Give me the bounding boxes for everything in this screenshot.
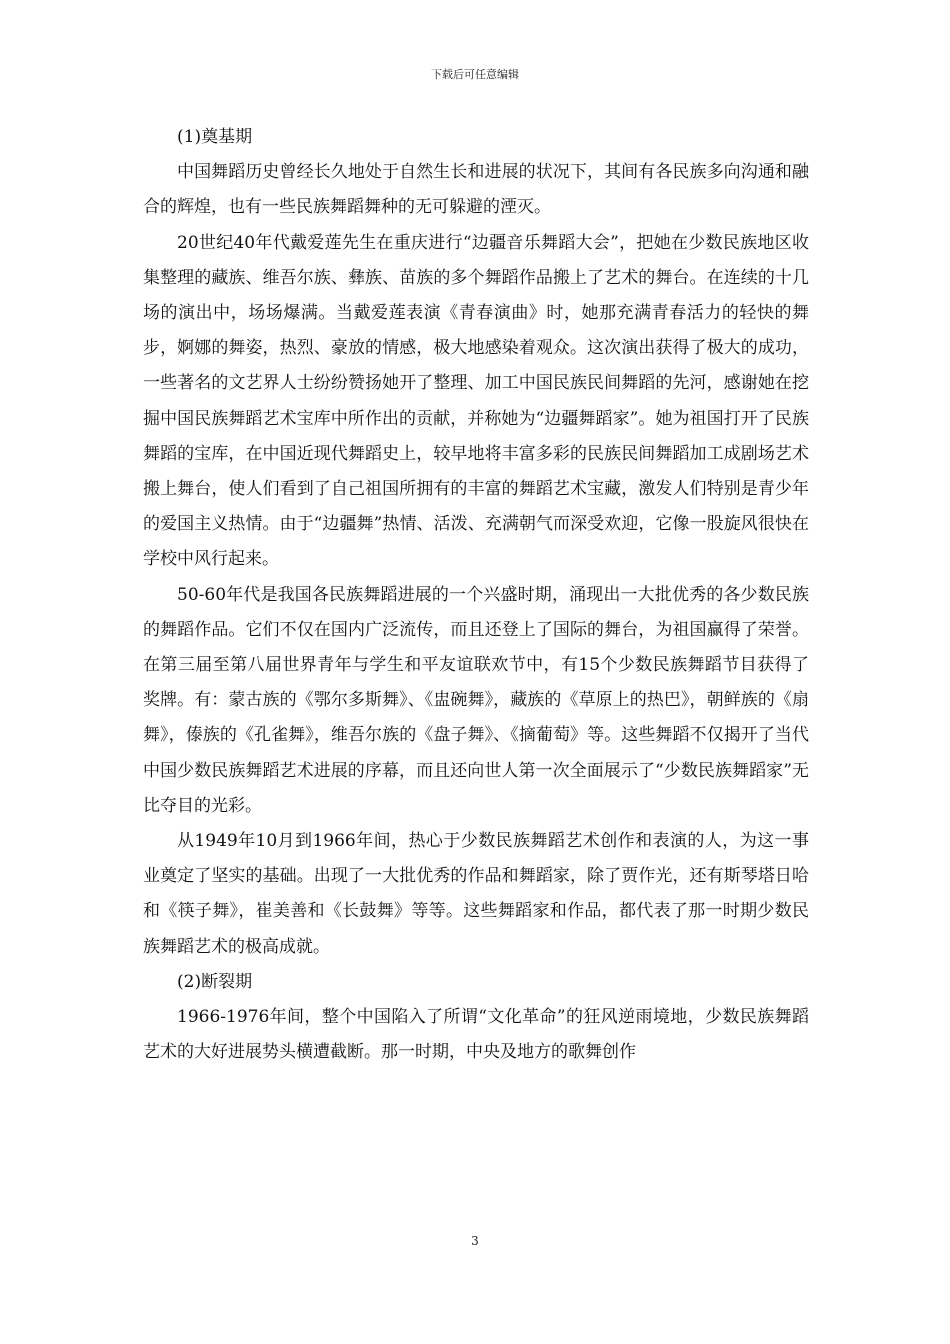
body-text [143, 120, 809, 1070]
paragraph: 中国舞蹈历史曾经长久地处于自然生长和进展的状况下，其间有各民族多向沟通和融合的辉煌，也有一些民族舞蹈舞种的无可躲避的湮灭。 [143, 162, 809, 218]
paragraph: 从1949年10月到1966年间，热心于少数民族舞蹈艺术创作和表演的人，为这一事业奠定了坚实的基础。出现了一大批优秀的作品和舞蹈家，除了贾作光，还有斯琴塔日哈和《筷子舞》，崔美善和《长鼓舞》等等。这些舞蹈家和作品，都代表了那一时期少数民族舞蹈艺术的极高成就。 [143, 831, 809, 957]
page-number: 3 [471, 1234, 479, 1248]
paragraph: 20世纪40年代戴爱莲先生在重庆进行“边疆音乐舞蹈大会”，把她在少数民族地区收集整理的藏族、维吾尔族、彝族、苗族的多个舞蹈作品搬上了艺术的舞台。在连续的十几场的演出中，场场爆满。当戴爱莲表演《青春演曲》时，她那充满青春活力的轻快的舞步，婀娜的舞姿，热烈、豪放的情感，极大地感染着观众。这次演出获得了极大的成功，一些著名的文艺界人士纷纷赞扬她开了整理、加工中国民族民间舞蹈的先河，感谢她在挖掘中国民族舞蹈艺术宝库中所作出的贡献，并称她为“边疆舞蹈家”。她为祖国打开了民族舞蹈的宝库，在中国近现代舞蹈史上，较早地将丰富多彩的民族民间舞蹈加工成剧场艺术搬上舞台，使人们看到了自己祖国所拥有的丰富的舞蹈艺术宝藏，激发人们特别是青少年的爱国主义热情。由于“边疆舞”热情、活泼、充满朝气而深受欢迎，它像一股旋风很快在学校中风行起来。 [143, 232, 809, 570]
section-heading-rupture: (2)断裂期 [177, 971, 253, 992]
page-header: 下载后可任意编辑 [431, 68, 519, 81]
paragraph: 1966-1976年间，整个中国陷入了所谓“文化革命”的狂风逆雨境地，少数民族舞蹈艺术的大好进展势头横遭截断。那一时期，中央及地方的歌舞创作 [143, 1007, 809, 1063]
section-heading-foundation: (1)奠基期 [177, 127, 253, 147]
paragraph: 50-60年代是我国各民族舞蹈进展的一个兴盛时期，涌现出一大批优秀的各少数民族的舞蹈作品。它们不仅在国内广泛流传，而且还登上了国际的舞台，为祖国赢得了荣誉。在第三届至第八届世界青年与学生和平友谊联欢节中，有15个少数民族舞蹈节目获得了奖牌。有：蒙古族的《鄂尔多斯舞》、《盅碗舞》，藏族的《草原上的热巴》，朝鲜族的《扇舞》，傣族的《孔雀舞》，维吾尔族的《盘子舞》、《摘葡萄》等。这些舞蹈不仅揭开了当代中国少数民族舞蹈艺术进展的序幕，而且还向世人第一次全面展示了“少数民族舞蹈家”无比夺目的光彩。 [143, 584, 809, 816]
